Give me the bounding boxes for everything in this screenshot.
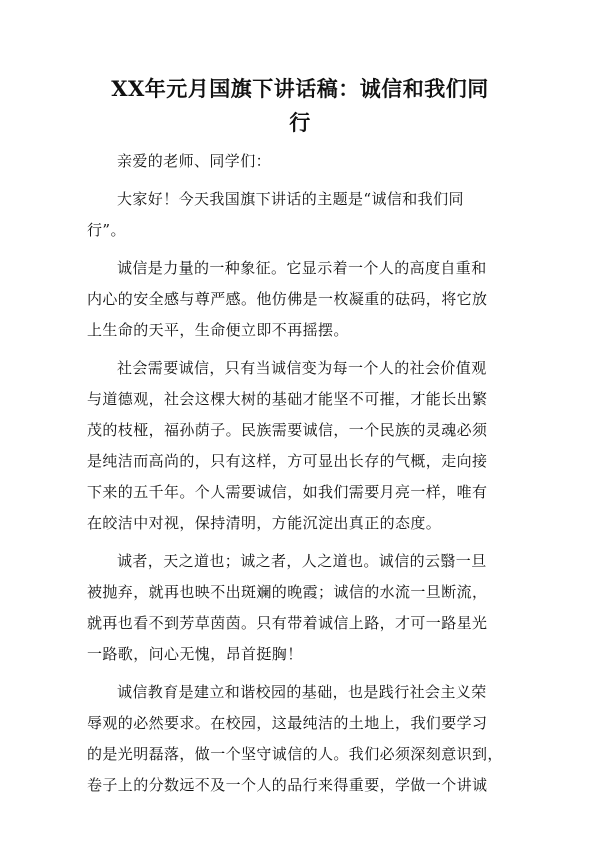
text-line: 茂的枝桠，福孙荫子。民族需要诚信，一个民族的灵魂必须: [87, 421, 488, 439]
text-line: 内心的安全感与尊严感。他仿佛是一枚凝重的砝码，将它放: [87, 290, 488, 308]
text-line: 辱观的必然要求。在校园，这最纯洁的土地上，我们要学习: [87, 714, 488, 732]
text-line: 亲爱的老师、同学们：: [117, 152, 272, 170]
paragraph-society: [87, 353, 515, 539]
paragraph-greeting: [87, 146, 515, 177]
text-line: 的是光明磊落，做一个坚守诚信的人。我们必须深刻意识到，: [87, 745, 503, 763]
paragraph-education: [87, 677, 515, 801]
document-title: [60, 72, 540, 140]
text-line: 诚者，天之道也；诚之者，人之道也。诚信的云翳一旦: [117, 552, 487, 570]
text-line: 卷子上的分数远不及一个人的品行来得重要，学做一个讲诚: [87, 776, 488, 794]
paragraph-symbol: [87, 253, 515, 346]
paragraph-way: [87, 546, 515, 670]
text-line: 诚信教育是建立和谐校园的基础，也是践行社会主义荣: [117, 683, 487, 701]
text-line: 社会需要诚信，只有当诚信变为每一个人的社会价值观: [117, 359, 487, 377]
text-line: 行”。: [87, 221, 126, 239]
text-line: 一路歌，问心无愧，昂首挺胸！: [87, 645, 303, 663]
title-line: 行: [289, 110, 311, 135]
text-line: 是纯洁而高尚的，只有这样，方可显出长存的气概，走向接: [87, 452, 488, 470]
text-line: 诚信是力量的一种象征。它显示着一个人的高度自重和: [117, 259, 487, 277]
document-body: [87, 146, 515, 808]
text-line: 在皎洁中对视，保持清明，方能沉淀出真正的态度。: [87, 514, 442, 532]
text-line: 大家好！今天我国旗下讲话的主题是“诚信和我们同: [117, 190, 464, 208]
title-line: XX年元月国旗下讲话稿：诚信和我们同: [111, 76, 489, 101]
paragraph-intro: [87, 184, 515, 246]
text-line: 被抛弃，就再也映不出斑斓的晚霞；诚信的水流一旦断流，: [87, 583, 488, 601]
text-line: 与道德观，社会这棵大树的基础才能坚不可摧，才能长出繁: [87, 390, 488, 408]
text-line: 上生命的天平，生命便立即不再摇摆。: [87, 321, 349, 339]
text-line: 就再也看不到芳草茵茵。只有带着诚信上路，才可一路星光: [87, 614, 488, 632]
text-line: 下来的五千年。个人需要诚信，如我们需要月亮一样，唯有: [87, 483, 488, 501]
